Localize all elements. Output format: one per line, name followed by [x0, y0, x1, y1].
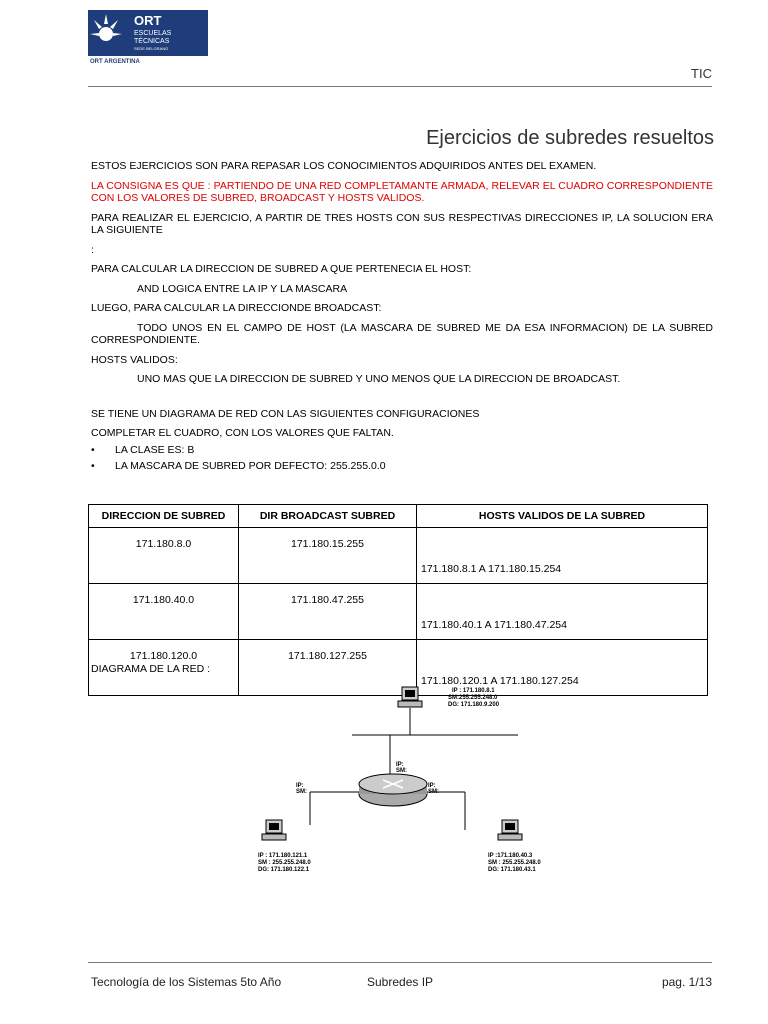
router-right-ip: IP:	[428, 783, 436, 789]
paragraph: SE TIENE UN DIAGRAMA DE RED CON LAS SIGUIENTES CONFIGURACIONES	[91, 407, 480, 420]
list-item-text: LA CLASE ES: B	[115, 443, 195, 456]
table-row	[89, 528, 708, 584]
router-left-ip: IP:	[296, 783, 304, 789]
list-item	[91, 460, 713, 473]
broadcast-cell: 171.180.127.255	[239, 640, 417, 696]
table-row	[89, 584, 708, 640]
top-host-dg: DG: 171.180.9.200	[448, 702, 500, 708]
router-right-sm: SM:	[428, 789, 439, 795]
footer-topic: Subredes IP	[367, 975, 434, 989]
subnet-cell: 171.180.40.0	[89, 584, 239, 640]
left-host-sm: SM : 255.255.248.0	[258, 860, 311, 866]
logo-ort-text: ORT	[134, 13, 162, 28]
instruction-paragraph: LA CONSIGNA ES QUE : PARTIENDO DE UNA RED COMPLETAMANTE ARMADA, RELEVAR EL CUADRO CORRESPONDIENTE CON LOS VALORES DE SUBRED, BROADCAST Y HOSTS VALIDOS.	[91, 179, 713, 204]
logo-line-3: SEDE BELGRANO	[134, 46, 169, 51]
top-host-ip: IP : 171.180.8.1	[452, 688, 495, 694]
broadcast-cell: 171.180.15.255	[239, 528, 417, 584]
hosts-cell: 171.180.8.1 A 171.180.15.254	[417, 528, 708, 584]
footer-course: Tecnología de los Sistemas 5to Año	[91, 975, 282, 989]
header-divider	[88, 86, 712, 87]
bullet-icon: •	[91, 443, 95, 456]
document-body	[91, 160, 713, 477]
paragraph: TODO UNOS EN EL CAMPO DE HOST (LA MASCARA DE SUBRED ME DA ESA INFORMACION) DE LA SUBRED CORRESPONDIENTE.	[91, 321, 713, 346]
network-diagram	[240, 680, 560, 880]
page-number: pag. 1/13	[661, 975, 712, 989]
paragraph: ESTOS EJERCICIOS SON PARA REPASAR LOS CONOCIMIENTOS ADQUIRIDOS ANTES DEL EXAMEN.	[91, 160, 597, 172]
top-host-sm: SM:255.255.248.0	[448, 695, 498, 701]
paragraph: PARA REALIZAR EL EJERCICIO, A PARTIR DE TRES HOSTS CON SUS RESPECTIVAS DIRECCIONES IP, LA SOLUCION ERA LA SIGUIENTE	[91, 211, 713, 236]
right-host-sm: SM : 255.255.248.0	[488, 860, 541, 866]
column-header: DIR BROADCAST SUBRED	[239, 505, 417, 528]
paragraph: PARA CALCULAR LA DIRECCION DE SUBRED A QUE PERTENECIA EL HOST:	[91, 263, 472, 275]
subnet-cell: 171.180.8.0	[89, 528, 239, 584]
router-icon	[359, 774, 427, 806]
logo-line-2: TÉCNICAS	[134, 38, 170, 45]
list-item	[91, 444, 713, 457]
paragraph: HOSTS VALIDOS:	[91, 353, 178, 366]
footer-divider	[88, 962, 712, 963]
subnet-cell: 171.180.120.0	[89, 640, 239, 696]
computer-icon	[498, 820, 522, 840]
computer-icon	[262, 820, 286, 840]
right-host-dg: DG: 171.180.43.1	[488, 867, 536, 873]
paragraph: AND LOGICA ENTRE LA IP Y LA MASCARA	[137, 282, 348, 295]
ort-logo	[88, 10, 208, 64]
right-host-ip: IP :171.180.40.3	[488, 853, 533, 859]
logo-footer: ORT ARGENTINA	[90, 59, 140, 64]
diagram-label: DIAGRAMA DE LA RED :	[91, 663, 211, 675]
hosts-cell: 171.180.120.1 A 171.180.127.254	[417, 640, 708, 696]
router-left-sm: SM:	[296, 789, 307, 795]
bullet-icon: •	[91, 460, 95, 472]
paragraph: COMPLETAR EL CUADRO, CON LOS VALORES QUE FALTAN.	[91, 427, 394, 439]
left-host-ip: IP : 171.180.121.1	[258, 853, 308, 859]
section-label: TIC	[691, 66, 712, 81]
logo-line-1: ESCUELAS	[134, 30, 172, 37]
router-top-sm: SM:	[396, 768, 407, 774]
paragraph: :	[91, 243, 94, 256]
page-title: Ejercicios de subredes resueltos	[426, 127, 714, 149]
broadcast-cell: 171.180.47.255	[239, 584, 417, 640]
column-header: DIRECCION DE SUBRED	[89, 505, 239, 528]
router-top-ip: IP:	[396, 762, 404, 768]
table-header-row	[89, 505, 708, 528]
computer-icon	[398, 687, 422, 707]
hosts-cell: 171.180.40.1 A 171.180.47.254	[417, 584, 708, 640]
column-header: HOSTS VALIDOS DE LA SUBRED	[417, 505, 708, 528]
left-host-dg: DG: 171.180.122.1	[258, 867, 310, 873]
paragraph: LUEGO, PARA CALCULAR LA DIRECCIONDE BROADCAST:	[91, 302, 382, 314]
bullet-list	[91, 444, 713, 473]
paragraph: UNO MAS QUE LA DIRECCION DE SUBRED Y UNO MENOS QUE LA DIRECCION DE BROADCAST.	[137, 373, 621, 385]
list-item-text: LA MASCARA DE SUBRED POR DEFECTO: 255.255.0.0	[115, 460, 386, 472]
